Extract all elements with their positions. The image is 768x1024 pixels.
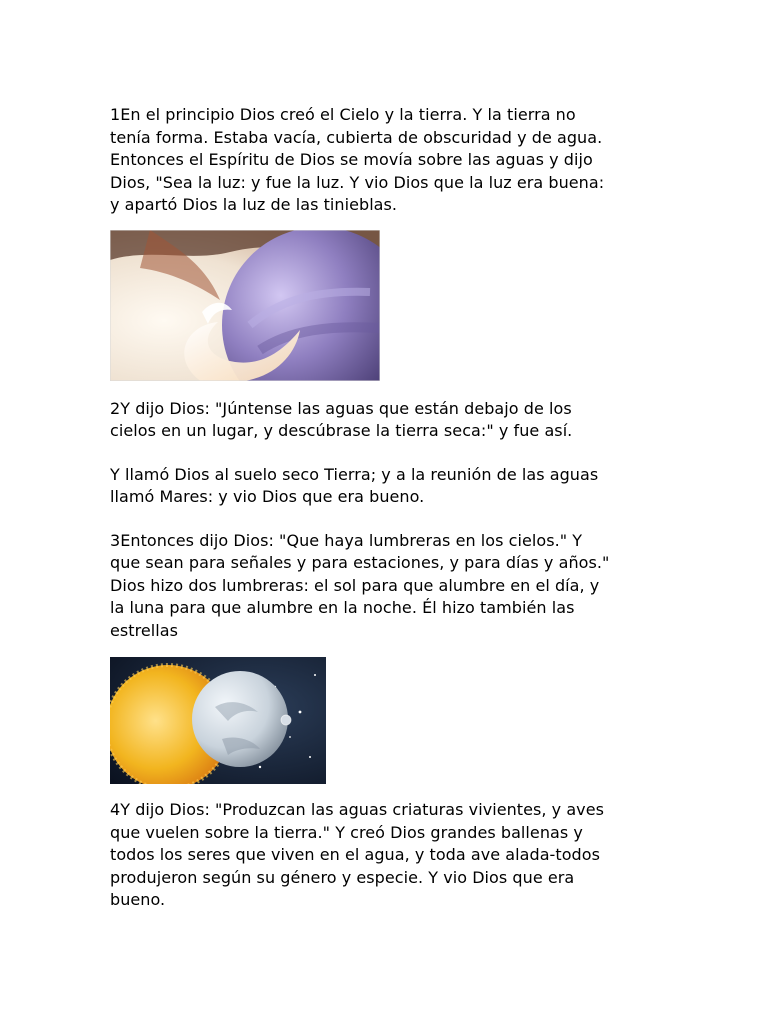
- paragraph-4: 3Entonces dijo Dios: "Que haya lumbreras en los cielos." Y que sean para señales y para estaciones, y para días y años." Dios hizo dos lumbreras: el sol para que alumbre en el día, y la luna para que alumbre en la noche. Él hizo también las estrellas: [110, 530, 610, 640]
- paragraph-2: 2Y dijo Dios: "Júntense las aguas que están debajo de los cielos en un lugar, y descúbrase la tierra seca:" y fue así.: [110, 398, 573, 440]
- creation-light-image: [110, 230, 380, 381]
- creation-light-illustration: [110, 230, 380, 381]
- sun-and-moon-illustration: [110, 657, 326, 784]
- paragraph-5: 4Y dijo Dios: "Produzcan las aguas criaturas vivientes, y aves que vuelen sobre la tierra." Y creó Dios grandes ballenas y todos los seres que viven en el agua, y toda ave alada-todos produjeron según su género y especie. Y vio Dios que era bueno.: [110, 800, 604, 909]
- document-page: [110, 104, 670, 912]
- paragraph-1: 1En el principio Dios creó el Cielo y la tierra. Y la tierra no tenía forma. Estaba vacía, cubierta de obscuridad y de agua. Entonces el Espíritu de Dios se movía sobre las aguas y dijo Dios, "Sea la luz: y fue la luz. Y vio Dios que la luz era buena: y apartó Dios la luz de las tinieblas.: [110, 105, 605, 214]
- sun-and-moon-image: [110, 657, 326, 784]
- paragraph-3: Y llamó Dios al suelo seco Tierra; y a la reunión de las aguas llamó Mares: y vio Dios que era bueno.: [110, 464, 599, 506]
